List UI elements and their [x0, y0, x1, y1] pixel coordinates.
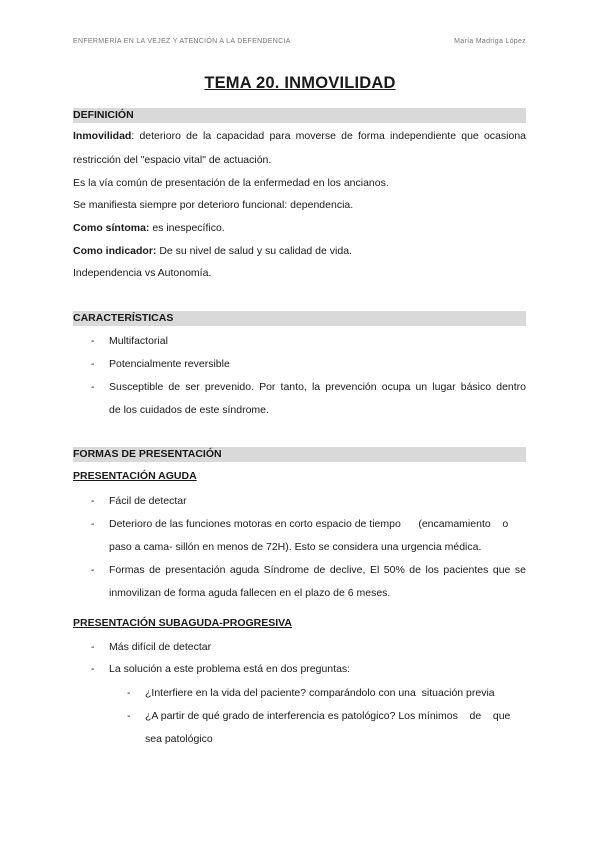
page-title: TEMA 20. INMOVILIDAD — [204, 74, 396, 92]
list-item: Formas de presentación aguda Síndrome de declive, El 50% de los pacientes que se — [109, 564, 526, 576]
bullet-dash: - — [91, 518, 95, 530]
sub-list-item-continuation: sea patológico — [145, 733, 213, 745]
subheading-subaguda: PRESENTACIÓN SUBAGUDA-PROGRESIVA — [73, 617, 292, 629]
list-item-continuation: inmovilizan de forma aguda fallecen en el plazo de 6 meses. — [109, 587, 391, 599]
list-item: Susceptible de ser prevenido. Por tanto, la prevención ocupa un lugar básico dentro — [109, 381, 526, 393]
bullet-dash: - — [127, 710, 131, 722]
sub-list-item: ¿Interfiere en la vida del paciente? comparándolo con una situación previa — [145, 687, 495, 699]
bullet-dash: - — [127, 687, 131, 699]
term-inmovilidad: Inmovilidad — [73, 130, 132, 142]
bullet-dash: - — [91, 495, 95, 507]
bullet-dash: - — [91, 381, 95, 393]
sintoma-text: es inespecífico. — [149, 222, 225, 234]
header-author: María Madriga López — [454, 38, 526, 45]
definition-text-1: : deterioro de la capacidad para moverse de forma independiente que ocasiona — [131, 130, 526, 142]
subheading-aguda: PRESENTACIÓN AGUDA — [73, 470, 197, 482]
term-indicador: Como indicador: — [73, 245, 157, 257]
section-heading-definicion: DEFINICIÓN — [73, 108, 526, 123]
list-item: Multifactorial — [109, 335, 168, 347]
definition-line-1 — [73, 129, 526, 143]
bullet-dash: - — [91, 358, 95, 370]
definition-line-comun: Es la vía común de presentación de la enfermedad en los ancianos. — [73, 177, 389, 189]
list-item: Potencialmente reversible — [109, 358, 230, 370]
definition-line-2: restricción del "espacio vital" de actuación. — [73, 154, 272, 166]
header-course-title: ENFERMERÍA EN LA VEJEZ Y ATENCIÓN A LA DEFENDENCIA — [73, 38, 291, 45]
definition-line-manifiesta: Se manifiesta siempre por deterioro funcional: dependencia. — [73, 199, 354, 211]
indicador-text: De su nivel de salud y su calidad de vida. — [156, 245, 352, 257]
list-item: Más difícil de detectar — [109, 641, 212, 653]
section-heading-caracteristicas: CARACTERÍSTICAS — [73, 311, 526, 326]
section-heading-formas: FORMAS DE PRESENTACIÓN — [73, 447, 526, 462]
bullet-dash: - — [91, 641, 95, 653]
term-sintoma: Como síntoma: — [73, 222, 150, 234]
definition-line-indicador — [73, 244, 526, 258]
bullet-dash: - — [91, 335, 95, 347]
list-item: La solución a este problema está en dos preguntas: — [109, 663, 351, 675]
definition-line-sintoma — [73, 221, 526, 235]
list-item: Deterioro de las funciones motoras en corto espacio de tiempo (encamamiento o — [109, 518, 509, 530]
list-item-continuation: paso a cama- sillón en menos de 72H). Esto se considera una urgencia médica. — [109, 541, 482, 553]
definition-line-independencia: Independencia vs Autonomía. — [73, 267, 212, 279]
list-item: Fácil de detectar — [109, 495, 187, 507]
bullet-dash: - — [91, 564, 95, 576]
list-item-continuation: de los cuidados de este síndrome. — [109, 404, 269, 416]
bullet-dash: - — [91, 663, 95, 675]
sub-list-item: ¿A partir de qué grado de interferencia es patológico? Los mínimos de que — [145, 710, 511, 722]
